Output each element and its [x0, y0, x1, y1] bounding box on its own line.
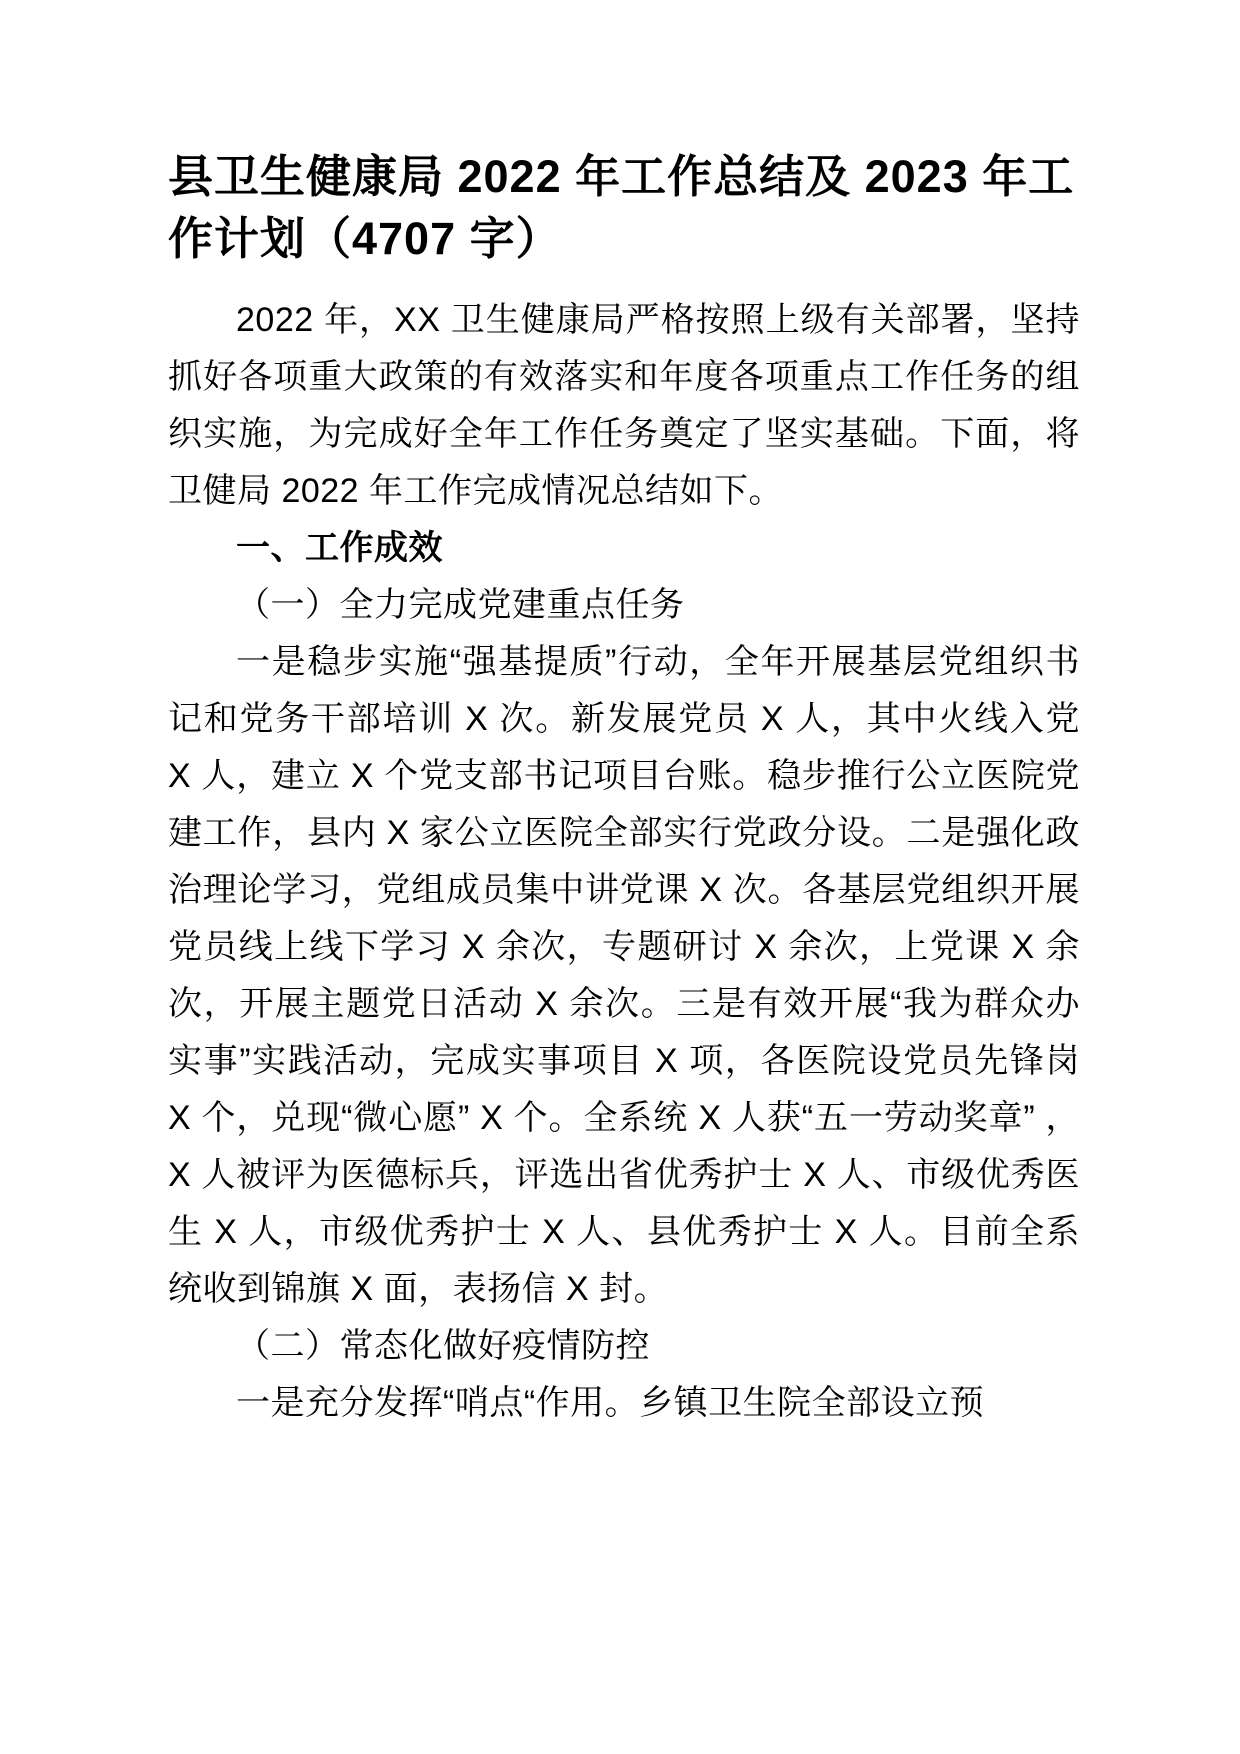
paragraph-epidemic-control-detail: 一是充分发挥“哨点“作用。乡镇卫生院全部设立预: [236, 1384, 985, 1422]
document-title: 县卫生健康局 2022 年工作总结及 2023 年工作计划（4707 字）: [168, 151, 1075, 264]
subsection-heading-party-building: （一）全力完成党建重点任务: [236, 586, 685, 624]
paragraph-intro: 2022 年，XX 卫生健康局严格按照上级有关部署，坚持抓好各项重大政策的有效落实和年度各项重点工作任务的组织实施，为完成好全年工作任务奠定了坚实基础。下面，将卫健局 2022 年工作完成情况总结如下。: [168, 301, 1080, 510]
paragraph-party-building-detail: 一是稳步实施“强基提质”行动，全年开展基层党组织书记和党务干部培训 X 次。新发展党员 X 人，其中火线入党 X 人，建立 X 个党支部书记项目台账。稳步推行公立医院党建工作，县内 X 家公立医院全部实行党政分设。二是强化政治理论学习，党组成员集中讲党课 X 次。各基层党组织开展党员线上线下学习 X 余次，专题研讨 X 余次，上党课 X 余次，开展主题党日活动 X 余次。三是有效开展“我为群众办实事”实践活动，完成实事项目 X 项，各医院设党员先锋岗 X 个，兑现“微心愿” X 个。全系统 X 人获“五一劳动奖章” ，X 人被评为医德标兵，评选出省优秀护士 X 人、市级优秀医生 X 人，市级优秀护士 X 人、县优秀护士 X 人。目前全系统收到锦旗 X 面，表扬信 X 封。: [168, 643, 1080, 1308]
subsection-heading-epidemic-control: （二）常态化做好疫情防控: [236, 1327, 650, 1365]
section-heading-work-results: 一、工作成效: [236, 529, 443, 567]
